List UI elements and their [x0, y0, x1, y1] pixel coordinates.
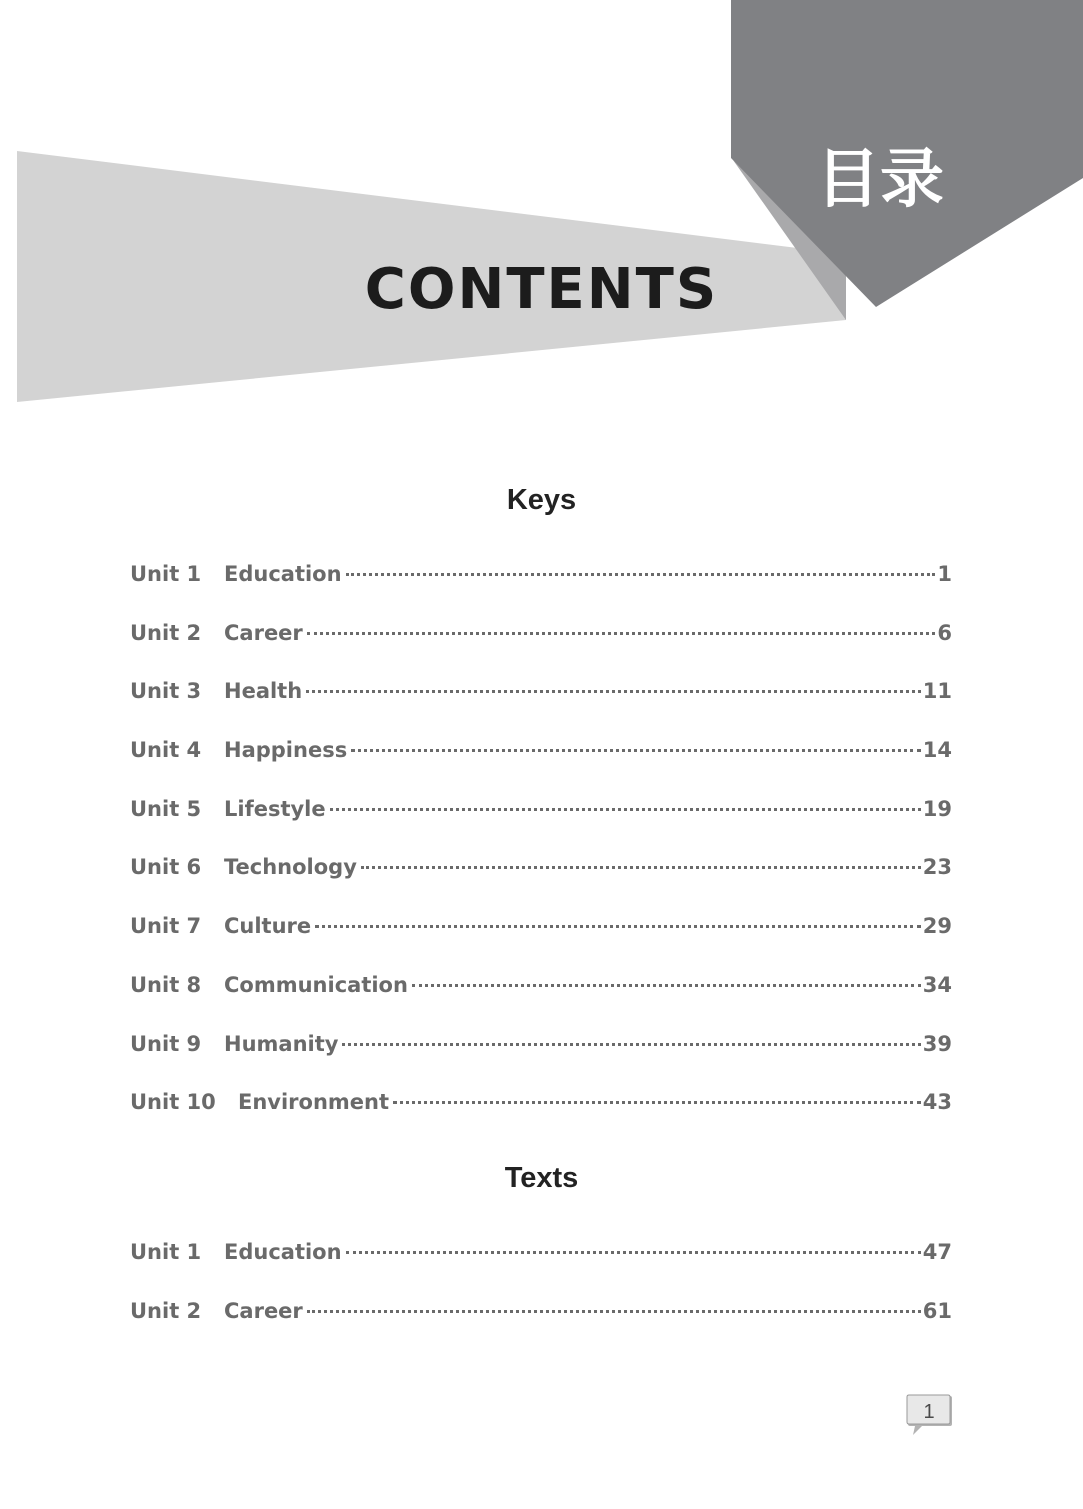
- toc-unit-name: Environment: [238, 1090, 390, 1115]
- toc-entry[interactable]: [130, 738, 952, 797]
- dot-leader: [315, 925, 921, 928]
- dot-leader: [351, 749, 921, 752]
- toc-page-number: 6: [937, 620, 952, 645]
- chinese-title: 目录: [816, 143, 944, 217]
- dot-leader: [412, 984, 921, 987]
- toc-entry[interactable]: [130, 679, 952, 738]
- toc-unit-name: Career: [224, 1298, 303, 1323]
- toc-unit-label: Unit 2: [130, 1298, 202, 1323]
- toc-page-number: 43: [922, 1090, 952, 1115]
- toc-unit-label: Unit 9: [130, 1031, 202, 1056]
- toc-unit-label: Unit 4: [130, 738, 202, 763]
- page-number: 1: [923, 1401, 935, 1423]
- toc-entry[interactable]: [130, 562, 952, 621]
- toc-page-number: 19: [922, 796, 952, 821]
- dot-leader: [346, 573, 936, 576]
- toc-unit-name: Education: [224, 1240, 342, 1264]
- toc-unit-name: Communication: [224, 972, 408, 997]
- toc-unit-name: Career: [224, 620, 303, 645]
- toc-page-number: 29: [922, 914, 952, 939]
- toc-unit-name: Education: [224, 562, 342, 586]
- toc-page-number: 47: [922, 1240, 952, 1264]
- dot-leader: [307, 1310, 921, 1313]
- toc-unit-name: Humanity: [224, 1031, 339, 1056]
- toc-page-number: 11: [922, 679, 952, 704]
- toc-list-keys: [130, 562, 952, 1149]
- section-heading-keys: Keys: [506, 484, 577, 516]
- dot-leader: [361, 866, 921, 869]
- section-heading-texts: Texts: [504, 1162, 579, 1194]
- toc-page-number: 34: [922, 972, 952, 997]
- page-title: CONTENTS: [364, 257, 719, 322]
- toc-unit-label: Unit 1: [130, 562, 202, 586]
- toc-unit-name: Culture: [224, 914, 312, 939]
- toc-entry[interactable]: [130, 914, 952, 973]
- toc-page-number: 61: [922, 1298, 952, 1323]
- toc-unit-label: Unit 2: [130, 620, 202, 645]
- dot-leader: [330, 808, 921, 811]
- toc-entry[interactable]: [130, 1240, 952, 1299]
- toc-unit-name: Happiness: [224, 738, 348, 763]
- toc-unit-label: Unit 5: [130, 796, 202, 821]
- toc-entry[interactable]: [130, 973, 952, 1032]
- toc-entry[interactable]: [130, 1299, 952, 1358]
- toc-unit-label: Unit 8: [130, 972, 202, 997]
- toc-entry[interactable]: [130, 1090, 952, 1149]
- toc-unit-label: Unit 7: [130, 914, 202, 939]
- toc-entry[interactable]: [130, 621, 952, 680]
- toc-entry[interactable]: [130, 1032, 952, 1091]
- toc-entry[interactable]: [130, 797, 952, 856]
- toc-unit-label: Unit 3: [130, 679, 202, 704]
- toc-entry[interactable]: [130, 855, 952, 914]
- toc-list-texts: [130, 1240, 952, 1357]
- toc-unit-label: Unit 10: [130, 1090, 216, 1115]
- dot-leader: [393, 1101, 921, 1104]
- toc-page-number: 23: [922, 855, 952, 880]
- dot-leader: [346, 1251, 921, 1254]
- toc-page-number: 14: [922, 738, 952, 763]
- toc-unit-label: Unit 6: [130, 855, 202, 880]
- dot-leader: [307, 632, 936, 635]
- toc-unit-name: Health: [224, 679, 303, 704]
- toc-unit-name: Technology: [224, 855, 357, 880]
- toc-unit-label: Unit 1: [130, 1240, 202, 1264]
- toc-unit-name: Lifestyle: [224, 796, 326, 821]
- dot-leader: [306, 690, 921, 693]
- dot-leader: [342, 1043, 920, 1046]
- toc-page-number: 1: [937, 562, 952, 586]
- toc-page-number: 39: [922, 1031, 952, 1056]
